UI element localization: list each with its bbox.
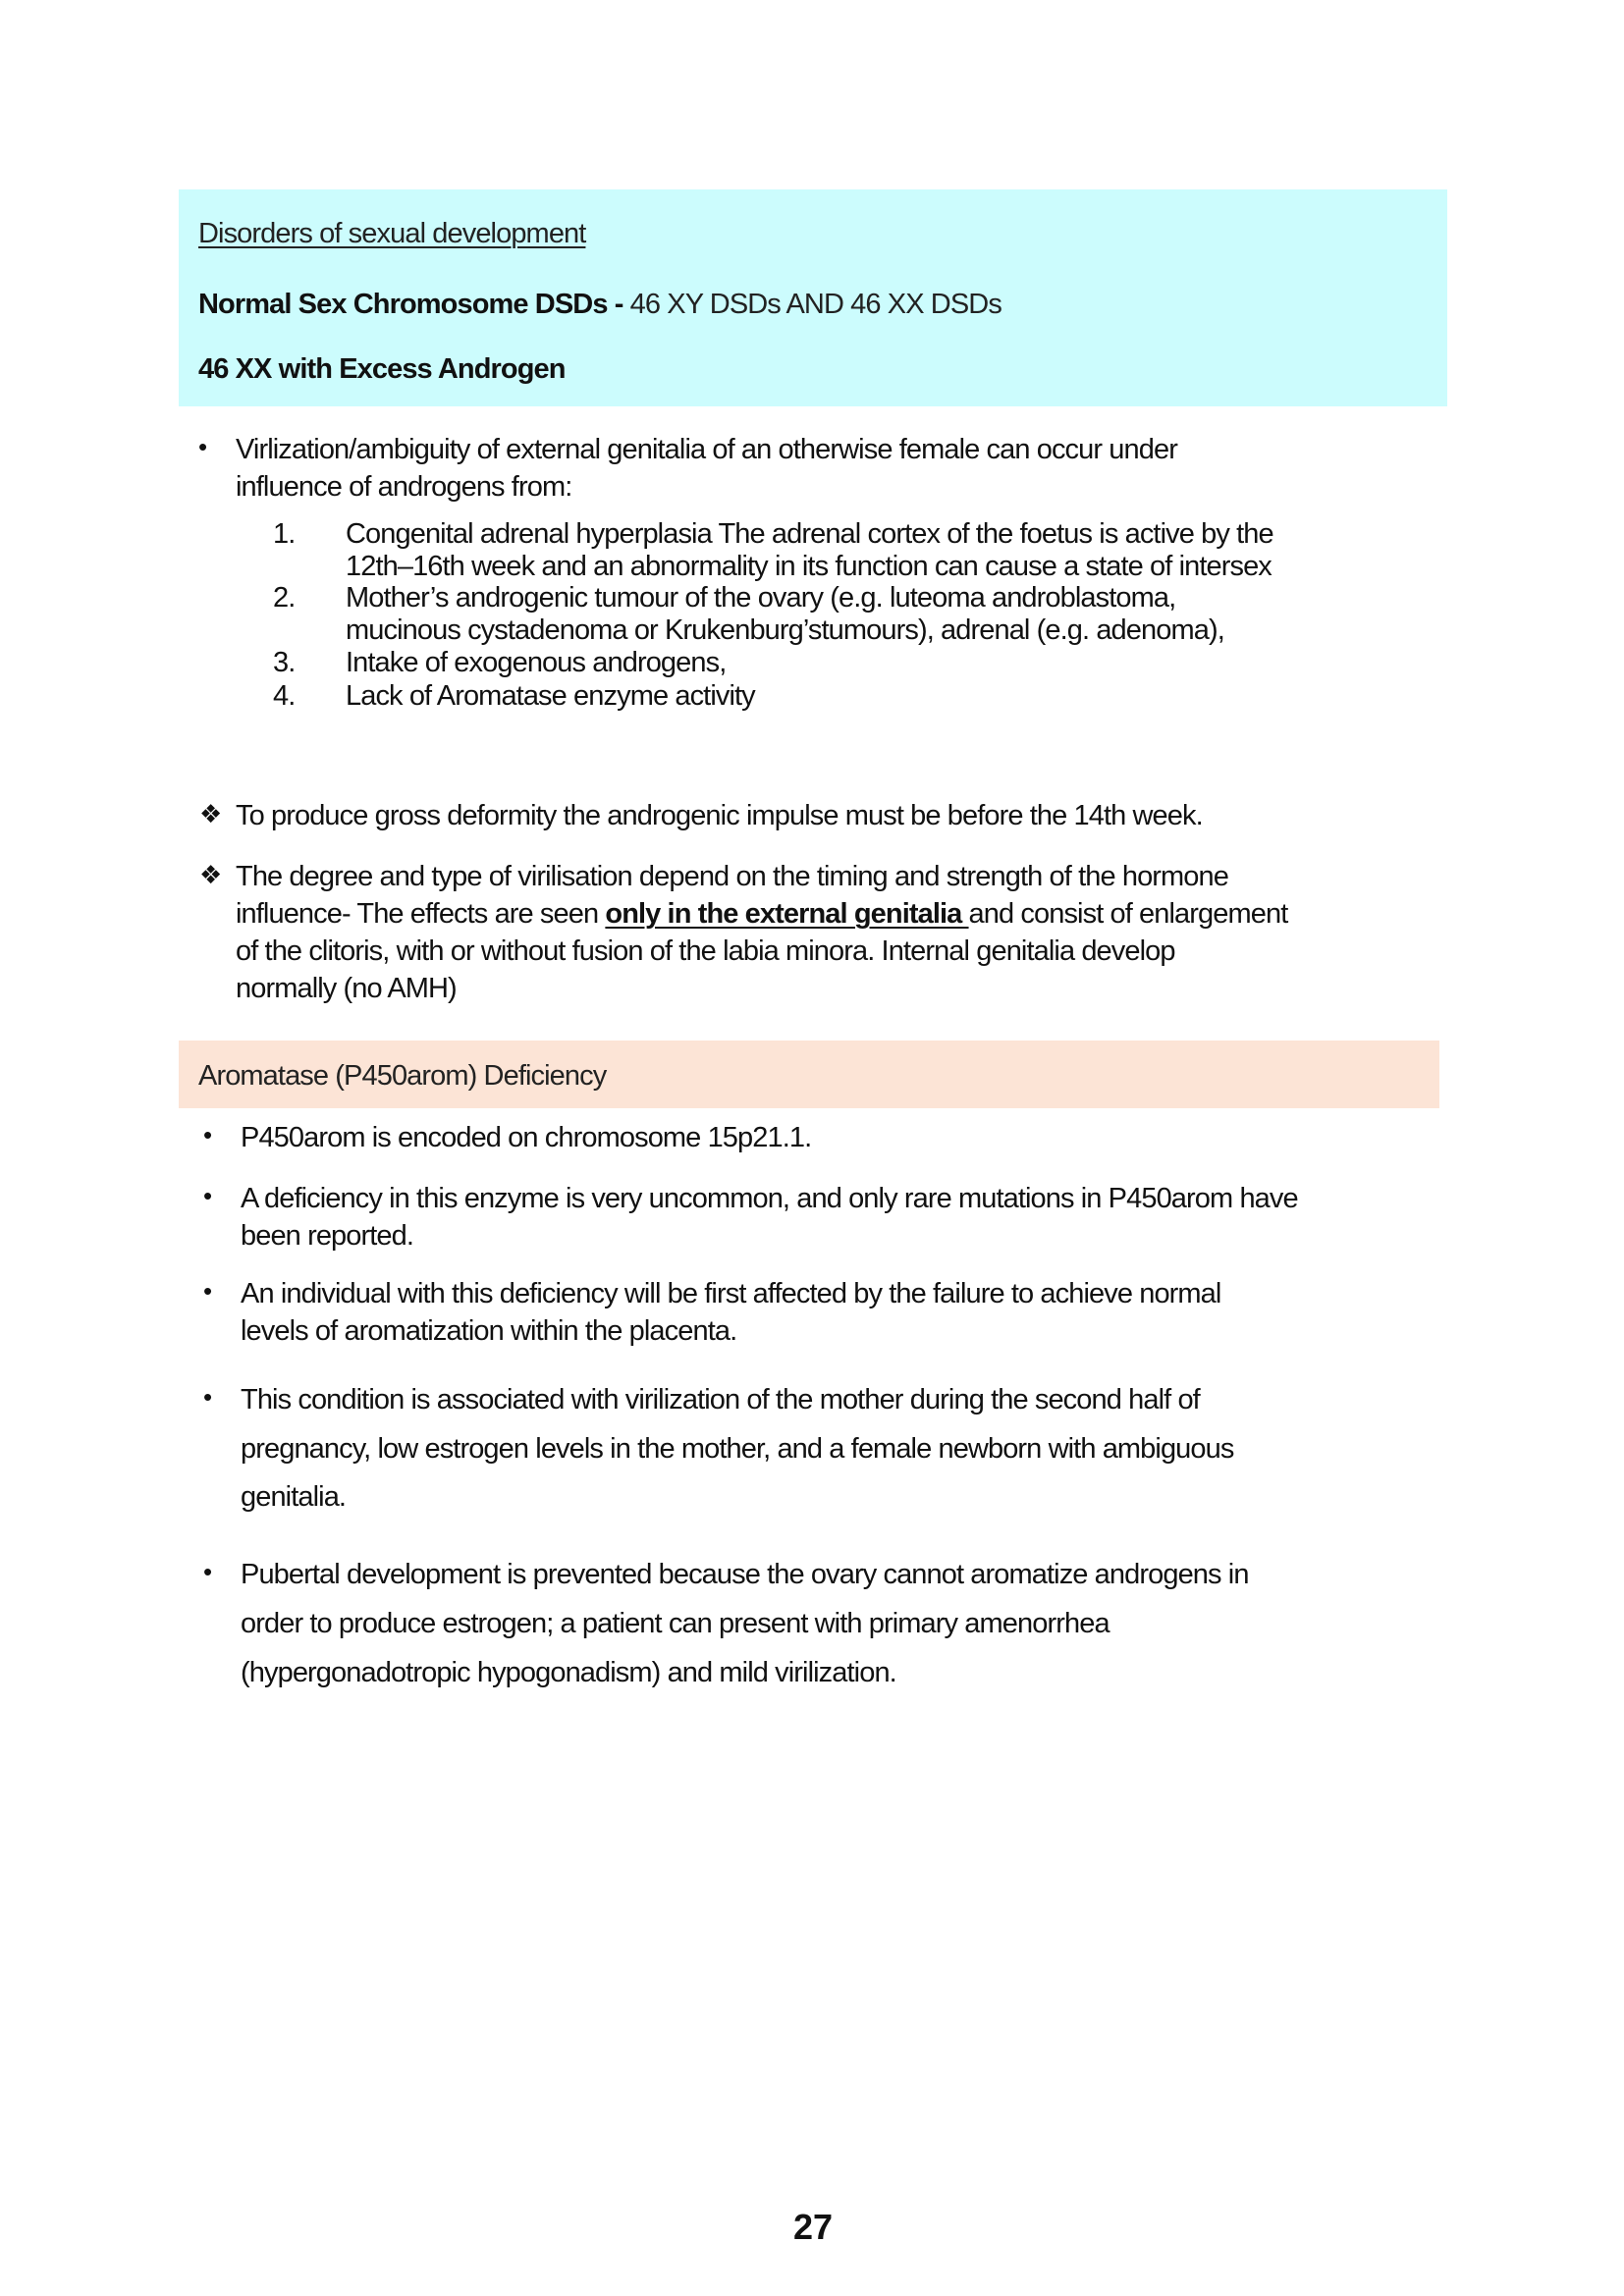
aromatase-bullet-2-line-2: been reported. (241, 1220, 414, 1252)
subtitle (198, 286, 1001, 323)
aromatase-bullet-2-line-1: A deficiency in this enzyme is very uncommon, and only rare mutations in P450arom have (241, 1183, 1298, 1214)
aromatase-bullet-5-line-2: order to produce estrogen; a patient can present with primary amenorrhea (241, 1608, 1110, 1639)
page-number: 27 (793, 2207, 834, 2247)
emphasis-external-genitalia: only in the external genitalia (605, 898, 969, 930)
list-number-3: 3. (273, 647, 296, 678)
bullet-marker: • (203, 1557, 213, 1586)
aromatase-bullet-4-line-3: genitalia. (241, 1481, 347, 1513)
diamond-point-2-line-1: The degree and type of virilisation depend on the timing and strength of the hormone (236, 861, 1228, 892)
diamond-point-2-line-3: of the clitoris, with or without fusion of the labia minora. Internal genitalia develop (236, 935, 1175, 967)
aromatase-bullet-5-line-1: Pubertal development is prevented because the ovary cannot aromatize androgens in (241, 1559, 1249, 1590)
bullet-marker: • (203, 1181, 213, 1210)
list-item-2-line-2: mucinous cystadenoma or Krukenburg’stumours), adrenal (e.g. adenoma), (346, 614, 1224, 646)
list-item-1-line-1: Congenital adrenal hyperplasia The adrenal cortex of the foetus is active by the (346, 518, 1273, 550)
diamond-point-1: To produce gross deformity the androgenic impulse must be before the 14th week. (236, 800, 1203, 831)
aromatase-bullet-4-line-2: pregnancy, low estrogen levels in the mother, and a female newborn with ambiguous (241, 1433, 1234, 1465)
bullet-marker: • (198, 432, 208, 461)
list-item-1-line-2: 12th–16th week and an abnormality in its function can cause a state of intersex (346, 551, 1272, 582)
bullet-marker: • (203, 1120, 213, 1149)
aromatase-heading: Aromatase (P450arom) Deficiency (198, 1060, 607, 1092)
bullet-marker: • (203, 1382, 213, 1412)
aromatase-bullet-5-line-3: (hypergonadotropic hypogonadism) and mild virilization. (241, 1657, 896, 1688)
intro-bullet-line-1: Virlization/ambiguity of external genitalia of an otherwise female can occur under (236, 434, 1177, 465)
section-heading: 46 XX with Excess Androgen (198, 353, 566, 385)
line2-post: and consist of enlargement (968, 898, 1288, 930)
list-number-2: 2. (273, 582, 296, 614)
document-title: Disorders of sexual development (198, 218, 586, 249)
list-item-2-line-1: Mother’s androgenic tumour of the ovary (e.g. luteoma androblastoma, (346, 582, 1176, 614)
aromatase-bullet-1-line-1: P450arom is encoded on chromosome 15p21.1. (241, 1122, 812, 1153)
diamond-point-2-line-4: normally (no AMH) (236, 973, 457, 1004)
diamond-bullet-icon: ❖ (199, 861, 223, 890)
subtitle-bold: Normal Sex Chromosome DSDs - (198, 289, 623, 320)
list-item-3-line-1: Intake of exogenous androgens, (346, 647, 727, 678)
bullet-marker: • (203, 1276, 213, 1306)
intro-bullet-line-2: influence of androgens from: (236, 471, 572, 503)
aromatase-bullet-3-line-1: An individual with this deficiency will be first affected by the failure to achieve normal (241, 1278, 1221, 1309)
diamond-point-2-line-2 (236, 895, 1287, 933)
list-number-4: 4. (273, 680, 296, 712)
diamond-bullet-icon: ❖ (199, 800, 223, 829)
aromatase-bullet-4-line-1: This condition is associated with virilization of the mother during the second half of (241, 1384, 1200, 1415)
line2-pre: influence- The effects are seen (236, 898, 606, 930)
aromatase-bullet-3-line-2: levels of aromatization within the placenta. (241, 1315, 737, 1347)
list-number-1: 1. (273, 518, 296, 550)
subtitle-rest: 46 XY DSDs AND 46 XX DSDs (623, 289, 1001, 320)
list-item-4-line-1: Lack of Aromatase enzyme activity (346, 680, 755, 712)
